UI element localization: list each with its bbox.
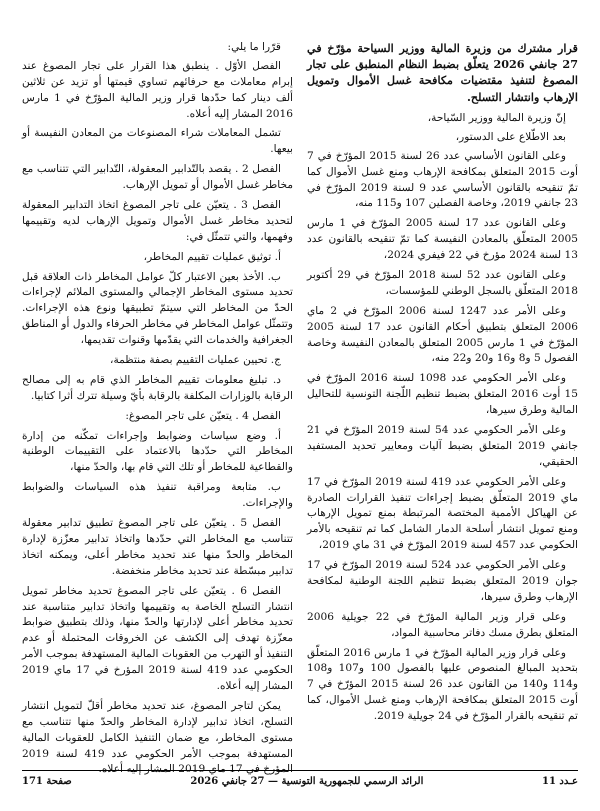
paragraph: وعلى قرار وزير المالية المؤرّخ في 22 جويلية 2006 المتعلق بطرق مسك دفاتر محاسبية المواد، (307, 610, 578, 639)
paragraph: وعلى قرار وزير المالية المؤرّخ في 1 مارس 2016 المتعلّق بتحديد المبالغ المنصوص عليها بالفصول 100 و107 و108 و114 و140 من القانون عدد 26 لسنة 2015 المؤرّخ في 7 أوت 2015 المتعلق بمكافحة الإرهاب ومنع غسل الأموال، كما تم تنقيحه بالقرار المؤرّخ في 24 جويلية 2019. (307, 646, 579, 723)
page-footer (22, 770, 578, 787)
list-item: ج. تحيين عمليات التقييم بصفة منتظمة، (110, 354, 281, 367)
list-item: أ. توثيق عمليات تقييم المخاطر، (143, 250, 281, 263)
article-4: الفصل 4 . يتعيّن على تاجر المصوغ: (125, 409, 281, 422)
paragraph: وعلى القانون عدد 17 لسنة 2005 المؤرّخ في 1 مارس 2005 المتعلّق بالمعادن النفيسة كما تمّ تنقيحه بالقانون عدد 13 لسنة 2024 مؤرخ في 22 فيفري 2024، (307, 217, 578, 262)
paragraph: وعلى القانون الأساسي عدد 26 لسنة 2015 المؤرّخ في 7 أوت 2015 المتعلق بمكافحة الإرهاب ومنع غسل الأموال كما تمّ تنقيحه بالقانون الأساسي عدد 9 لسنة 2019 المؤرّخ في 23 جانفي 2019، وخاصة الفصلين 107 و115 منه، (307, 149, 578, 210)
page-number: صفحة 171 (22, 776, 72, 787)
text-columns (22, 40, 579, 776)
paragraph: وعلى الأمر الحكومي عدد 54 لسنة 2019 المؤرّخ في 21 جانفي 2019 المتعلق بضبط آليات ومعايير تحديد المستفيد الحقيقي، (307, 423, 578, 468)
left-column (22, 40, 294, 776)
paragraph: وعلى الأمر عدد 1247 لسنة 2006 المؤرّخ في 2 ماي 2006 المتعلق بتطبيق أحكام القانون عدد 17 لسنة 2005 المؤرّخ في 1 مارس 2005 المتعلق بالمعادن النفيسة وخاصة الفصول 5 و8 و16 و20 و22 منه، (307, 304, 579, 365)
paragraph: قرّرا ما يلي: (227, 41, 281, 53)
list-item: ب. الأخذ بعين الاعتبار كلّ عوامل المخاطر ذات العلاقة قبل تحديد مستوى المخاطر الإجمالي والمستوى الملائم لإجراءات الحدّ من المخاطر التي سيتمّ تطبيقها ونوع هذه الإجراءات. وتتمثّل عوامل المخاطر في مخاطر الحرفاء والدول أو المناطق الجغرافية والخدمات التي يقدّمها وقنوات تقديمها، (22, 270, 293, 347)
paragraph: وعلى الأمر الحكومي عدد 524 لسنة 2019 المؤرّخ في 17 جوان 2019 المتعلق بضبط تنظيم اللجنة الوطنية لمكافحة الإرهاب وطرق سيرها، (307, 559, 578, 603)
gazette-name: الرائد الرسمي للجمهورية التونسية — 27 جانفي 2026 (190, 776, 424, 787)
article-6: الفصل 6 . يتعيّن على تاجر المصوغ تحديد مخاطر تمويل انتشار التسلح الخاصة به وتقييمها واتخاذ تدابير متناسبة عند تحديد مخاطر أعلى لإدارتها والحدّ منها، وذلك بتطبيق ضوابط معزّزة تهدف إلى الكشف عن الخروقات المحتملة أو عدم التنفيذ أو التهرب من العقوبات المالية المستهدفة بموجب الأمر الحكومي عدد 419 لسنة 2019 المؤرخ في 17 ماي 2019 المشار إليه أعلاه. (22, 584, 293, 692)
paragraph: وعلى الأمر الحكومي عدد 1098 لسنة 2016 المؤرّخ في 15 أوت 2016 المتعلق بضبط تنظيم اللّجنة التونسية للتحاليل المالية وطرق سيرها، (307, 372, 578, 417)
decree-title: قرار مشترك من وزيرة المالية ووزير السياحة مؤرّخ في 27 جانفي 2026 يتعلّق بضبط النظام المنطبق على تجار المصوغ لتنفيذ مقتضيات مكافحة غسل الأموال وتمويل الإرهاب وانتشار التسلح. (307, 41, 578, 104)
article-1: الفصل الأوّل . ينطبق هذا القرار على تجار المصوغ عند إبرام معاملات مع حرفائهم تساوي قيمتها أو تزيد عن ثلاثين ألف دينار كما حدّدها قرار وزير المالية المؤرّخ في 1 مارس 2016 المشار إليه أعلاه. (22, 59, 293, 120)
article-2: الفصل 2 . يقصد بالتّدابير المعقولة، التّدابير التي تتناسب مع مخاطر غسل الأموال أو تمويل الإرهاب. (22, 163, 293, 192)
article-5: الفصل 5 . يتعيّن على تاجر المصوغ تطبيق تدابير معقولة تتناسب مع المخاطر التي حدّدها واتخاذ تدابير معزّزة لإدارة المخاطر والحدّ منها عند تحديد مخاطر أعلى، ويمكنه اتخاذ تدابير مبسّطة عند تحديد مخاطر منخفضة. (22, 517, 293, 577)
paragraph: إنّ وزيرة المالية ووزير السّياحة، (427, 111, 566, 124)
paragraph: وعلى الأمر الحكومي عدد 419 لسنة 2019 المؤرّخ في 17 ماي 2019 المتعلّق بضبط إجراءات تنفيذ القرارات الصادرة عن الهياكل الأممية المختصة المرتبطة بمنع تمويل الإرهاب ومنع تمويل انتشار أسلحة الدمار الشامل كما تم تنقيحه بالأمر الحكومي عدد 457 لسنة 2019 المؤرّخ في 31 ماي 2019، (307, 475, 578, 552)
right-column (307, 40, 578, 765)
paragraph: بعد الاطّلاع على الدستور، (455, 130, 566, 143)
issue-number: عـدد 11 (541, 776, 578, 787)
list-item: أ. وضع سياسات وضوابط وإجراءات تمكّنه من إدارة المخاطر التي حدّدها بالاعتماد على التقييمات الوطنية والقطاعية للمخاطر أو تلك التي قام بها، والحدّ منها، (22, 429, 293, 474)
list-item: ب. متابعة ومراقبة تنفيذ هذه السياسات والضوابط والإجراءات. (22, 481, 293, 510)
paragraph: يمكن لتاجر المصوغ، عند تحديد مخاطر أقلّ لتمويل انتشار التسلح، اتخاذ تدابير لإدارة المخاطر والحدّ منها تتناسب مع مستوى المخاطر، مع ضمان التنفيذ الكامل للعقوبات المالية المستهدفة بموجب الأمر الحكومي عدد 419 لسنة 2019 المؤرخ في 17 ماي 2019 المشار إليه أعلاه. (22, 699, 294, 776)
list-item: د. تبليغ معلومات تقييم المخاطر الذي قام به إلى مصالح الرقابة بالوزارات المكلفة بالرقابة بأيّ وسيلة تترك أثرا كتابيا. (22, 373, 293, 402)
paragraph: تشمل المعاملات شراء المصنوعات من المعادن النفيسة أو بيعها. (22, 127, 293, 156)
article-3: الفصل 3 . يتعيّن على تاجر المصوغ اتخاذ التدابير المعقولة لتحديد مخاطر غسل الأموال وتمويل الإرهاب لديه وتقييمها وفهمها، والتي تتمثّل في: (22, 199, 293, 243)
paragraph: وعلى القانون عدد 52 لسنة 2018 المؤرّخ في 29 أكتوبر 2018 المتعلّق بالسجل الوطني للمؤسسات، (307, 268, 578, 297)
